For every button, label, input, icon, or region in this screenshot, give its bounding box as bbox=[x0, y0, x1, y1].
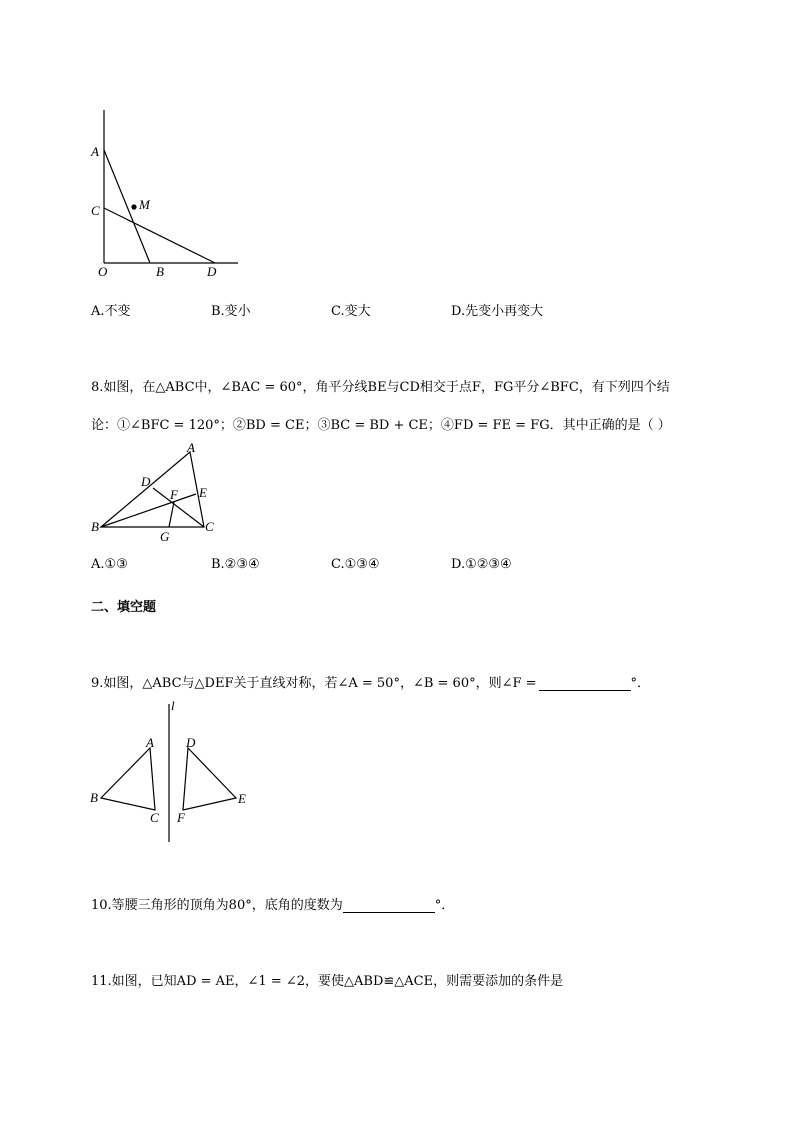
q7-option-c: C.变大 bbox=[331, 304, 371, 319]
label-F: F bbox=[170, 487, 178, 502]
q9-answer-blank[interactable] bbox=[539, 678, 631, 691]
q7-figure bbox=[85, 105, 250, 285]
q8-figure bbox=[85, 440, 225, 545]
label-E: E bbox=[199, 485, 207, 500]
label-G: G bbox=[160, 529, 170, 544]
q7-option-a: A.不变 bbox=[91, 304, 131, 319]
q8-option-a: A.①③ bbox=[91, 557, 128, 572]
q10-answer-blank[interactable] bbox=[343, 900, 435, 913]
segment-CD bbox=[153, 488, 204, 527]
q10-text bbox=[91, 894, 454, 913]
q7-option-b: B.变小 bbox=[211, 304, 251, 319]
q8-option-b: B.②③④ bbox=[211, 557, 260, 572]
label-C: C bbox=[205, 519, 214, 534]
q10-text-before: 10.等腰三角形的顶角为80°，底角的度数为 bbox=[91, 898, 343, 913]
label-F: F bbox=[177, 810, 185, 825]
label-D: D bbox=[186, 735, 196, 750]
q8-option-d: D.①②③④ bbox=[451, 557, 512, 572]
label-l: l bbox=[171, 698, 175, 713]
q9-text-after: °． bbox=[630, 676, 651, 691]
q10-text-after: °． bbox=[434, 898, 455, 913]
segment-FG bbox=[169, 502, 174, 527]
q8-line-2: 论：①∠BFC = 120°；②BD = CE；③BC = BD + CE；④FD = FE = FG．其中正确的是（ ） bbox=[91, 418, 671, 433]
q9-text-before: 9.如图，△ABC与△DEF关于直线对称，若∠A = 50°，∠B = 60°，则∠F = bbox=[91, 676, 537, 691]
label-M: M bbox=[139, 197, 150, 212]
point-M bbox=[131, 204, 136, 209]
section-title: 二、填空题 bbox=[91, 600, 157, 615]
q9-text bbox=[91, 672, 650, 691]
label-E: E bbox=[238, 791, 246, 806]
q7-option-d: D.先变小再变大 bbox=[451, 304, 544, 319]
label-C: C bbox=[91, 203, 100, 218]
label-A: A bbox=[146, 735, 154, 750]
label-D: D bbox=[141, 474, 151, 489]
label-C: C bbox=[150, 810, 159, 825]
label-A: A bbox=[91, 144, 99, 159]
q9-figure bbox=[85, 698, 255, 846]
label-O: O bbox=[98, 264, 108, 279]
label-D: D bbox=[207, 264, 217, 279]
q8-option-c: C.①③④ bbox=[331, 557, 380, 572]
label-B: B bbox=[91, 519, 99, 534]
triangle-DEF bbox=[183, 748, 236, 810]
q11-text: 11.如图，已知AD = AE，∠1 = ∠2，要使△ABD≌△ACE，则需要添加的条件是 bbox=[91, 974, 564, 989]
segment-CD bbox=[104, 208, 215, 263]
q8-line-1: 8.如图，在△ABC中，∠BAC = 60°，角平分线BE与CD相交于点F，FG平分∠BFC，有下列四个结 bbox=[91, 380, 670, 395]
label-B: B bbox=[90, 790, 98, 805]
label-B: B bbox=[156, 264, 164, 279]
triangle-ABC bbox=[101, 748, 155, 810]
label-A: A bbox=[187, 440, 195, 455]
